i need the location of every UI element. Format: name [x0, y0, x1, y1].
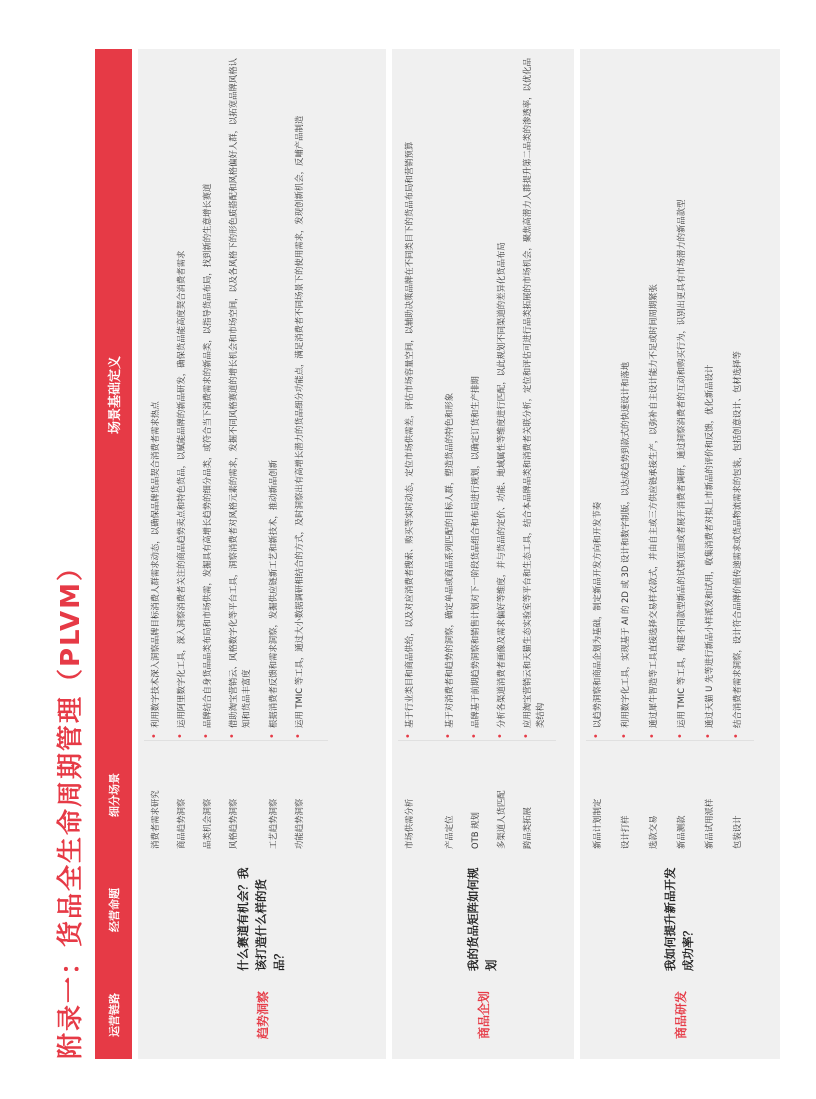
bullet-icon: • [227, 733, 238, 739]
plvm-table [95, 49, 780, 1059]
scene-label: 工艺趋势洞察 [268, 798, 278, 849]
scene-definition: 品牌结合自身货品品类布局和市场供需，发掘具有高增长趋势的细分品类，或符合当下消费需求的新品类，以指导货品布局，找到新的生意增长赛道 [202, 183, 212, 728]
scene-definition: 根据消费者反馈和需求洞察，发掘供应链新工艺和新技术，推动新品创新 [268, 460, 278, 728]
table-header [95, 49, 132, 1059]
bullet-icon: • [591, 733, 602, 739]
table-row [490, 49, 516, 849]
scene-definition: 以趋势洞察和商品企划为基础，制定新品开发方向和开发节奏 [592, 501, 602, 728]
scene-label: 包装设计 [732, 815, 742, 849]
bullet-icon: • [201, 733, 212, 739]
scene-definition: 基于对消费者和趋势的洞察，确定单品或商品系列匹配的目标人群，塑造货品的特色和形象 [444, 393, 454, 728]
bullet-icon: • [469, 733, 480, 739]
header-scene: 细分场景 [107, 773, 121, 817]
business-question: 什么赛道有机会？我该打造什么样的货品？ [236, 867, 286, 971]
bullet-icon: • [149, 733, 160, 739]
scene-label: 品类机会洞察 [202, 798, 212, 849]
bullet-icon: • [267, 733, 278, 739]
scene-definition: 利用数字技术深入洞察品牌目标消费人群需求动态，以确保品牌货品契合消费者需求热点 [150, 401, 160, 728]
table-row [170, 49, 196, 849]
table-row [698, 49, 726, 849]
scene-label: 多渠道人货匹配 [496, 790, 506, 849]
table-row [222, 49, 262, 849]
table-row [398, 49, 438, 849]
scene-definition: 基于行业类目和商品供给，以及对应消费者搜索、购买等实时动态，定位市场供需差，评估市场容量空间，以辅助决策品牌在不同类目下的货品布局和营销预算 [404, 141, 414, 728]
scene-definition: 结合消费者需求洞察，设计符合品牌价值传递需求或货品物流需求的包装，包括创意设计、包材选择等 [732, 351, 742, 728]
bullet-icon: • [647, 733, 658, 739]
bullet-icon: • [675, 733, 686, 739]
table-row [726, 49, 754, 849]
header-stage: 运营链路 [107, 993, 121, 1037]
scene-definition: 利用数字化工具，实现基于 AI 的 2D 或 3D 设计和数字制版，以达成趋势到款式的快速设计和落地 [620, 362, 630, 728]
table-row [144, 49, 170, 849]
scene-label: 跨品类拓展 [522, 807, 532, 849]
table-row [670, 49, 698, 849]
scene-definition: 通过犀牛智造等工具直接选择交易样衣款式，并由自主或三方供应链承接生产，以弥补自主设计能力不足或时间周期紧张 [648, 284, 658, 728]
table-row [614, 49, 642, 849]
scene-definition: 运用 TMIC 等工具，构建不同款型新品的试销页面或者展开消费者调研，通过洞察消费者的互动和购买行为，识别出更具有市场潜力的新品款型 [676, 199, 686, 728]
section-product-planning [392, 49, 574, 1059]
scene-label: OTB 规划 [470, 812, 480, 849]
section-trend-insight [138, 49, 386, 1059]
bullet-icon: • [731, 733, 742, 739]
bullet-icon: • [703, 733, 714, 739]
table-row [196, 49, 222, 849]
scene-label: 风格趋势洞察 [228, 798, 238, 849]
bullet-icon: • [175, 733, 186, 739]
header-definition: 场景基础定义 [108, 356, 123, 435]
scene-definition: 品牌基于前期趋势洞察和销售计划对下一阶段货品组合和布局进行规划，以确定订货和生产排期 [470, 376, 480, 728]
table-row [586, 49, 614, 849]
scene-definition: 运用阿里数字化工具，深入洞察消费者关注的商品趋势卖点和特色货品，以赋能品牌的新品研发，确保货品能高度契合消费者需求 [176, 250, 186, 728]
bullet-icon: • [619, 733, 630, 739]
stage-label: 商品研发 [673, 991, 688, 1040]
scene-definition: 借助淘宝营销云、风格数字化等平台工具，洞察消费者对风格元素的需求，发掘不同风格赛道的增长机会和市场空间，以及各风格下的形色质搭配和风格偏好人群，以拓宽品牌风格认知和货品丰富度 [228, 58, 252, 728]
bullet-icon: • [495, 733, 506, 739]
scene-label: 新品计划制定 [592, 798, 602, 849]
scene-definition: 运用 TMIC 等工具，通过大小数据调研相结合的方式，及时洞察出有高增长潜力的货品细分功能点，满足消费者不同场景下的使用需求，发现创新机会，反哺产品制造 [294, 115, 304, 728]
scene-label: 产品定位 [444, 815, 454, 849]
page-title: 附录一：货品全生命周期管理（PLVM） [56, 552, 86, 1059]
bullet-icon: • [443, 733, 454, 739]
bullet-icon: • [521, 733, 532, 739]
table-row [262, 49, 288, 849]
scene-label: 新品测款 [676, 815, 686, 849]
scene-definition: 通过天猫 U 先等进行新品小样派发和试用，收集消费者对拟上市新品的评价和反馈，优化新品设计 [704, 364, 714, 728]
scene-label: 设计打样 [620, 815, 630, 849]
table-row [464, 49, 490, 849]
table-row [642, 49, 670, 849]
scene-label: 选款交易 [648, 815, 658, 849]
header-question: 经营命题 [107, 888, 121, 932]
stage-label: 商品企划 [476, 991, 491, 1040]
scene-label: 新品试用派样 [704, 798, 714, 849]
scene-definition: 应用淘宝营销云和天猫生态实验室等平台和生态工具，结合本品牌品类和消费者关联分析，定位和评估可进行品类拓展的市场机会，聚焦高潜力人群提升第二品类的渗透率，以优化品类结构 [522, 58, 546, 728]
scene-label: 功能趋势洞察 [294, 798, 304, 849]
bullet-icon: • [293, 733, 304, 739]
table-row [516, 49, 556, 849]
table-row [288, 49, 328, 849]
table-row [438, 49, 464, 849]
scene-label: 商品趋势洞察 [176, 798, 186, 849]
section-product-development [580, 49, 780, 1059]
stage-label: 趋势洞察 [255, 991, 270, 1040]
scene-label: 市场供需分析 [404, 798, 414, 849]
bullet-icon: • [403, 733, 414, 739]
business-question: 我如何提升新品开发成功率？ [663, 867, 695, 971]
business-question: 我的货品矩阵如何规划 [466, 867, 498, 971]
scene-label: 消费者需求研究 [150, 790, 160, 849]
scene-definition: 分析各渠道消费者画像及需求偏好等维度，并与货品的定价、功能、地域属性等维度进行匹配，以此规划不同渠道的差异化货品布局 [496, 242, 506, 728]
